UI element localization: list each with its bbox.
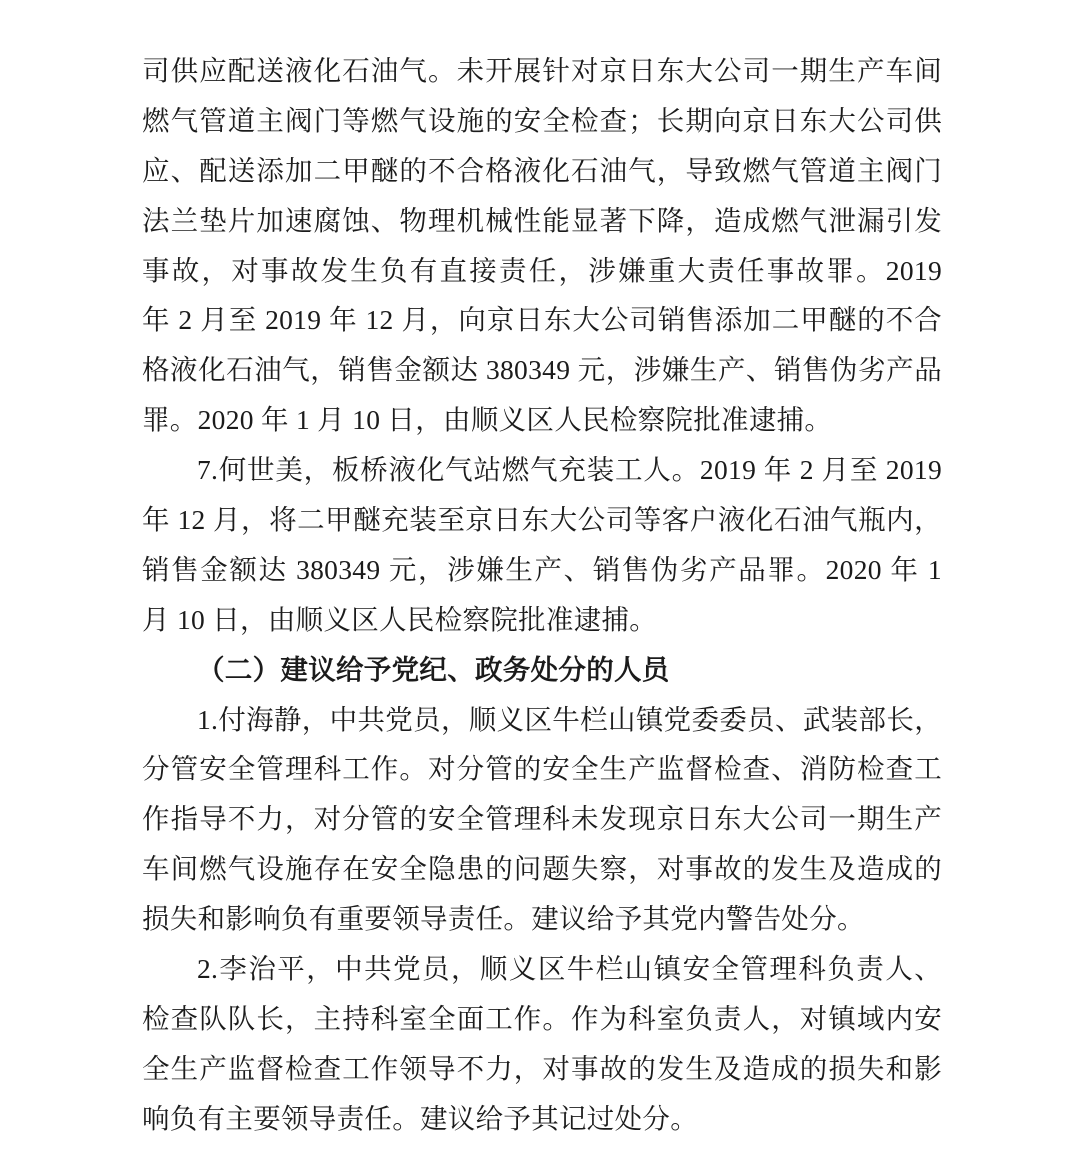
document-line: 年 2 月至 2019 年 12 月，向京日东大公司销售添加二甲醚的不合 — [142, 304, 942, 336]
document-line: 响负有主要领导责任。建议给予其记过处分。 — [142, 1102, 698, 1134]
document-line: 全生产监督检查工作领导不力，对事故的发生及造成的损失和影 — [142, 1052, 942, 1084]
document-line: 销售金额达 380349 元，涉嫌生产、销售伪劣产品罪。2020 年 1 — [142, 553, 942, 585]
document-line: 司供应配送液化石油气。未开展针对京日东大公司一期生产车间 — [142, 55, 942, 86]
document-line: 法兰垫片加速腐蚀、物理机械性能显著下降，造成燃气泄漏引发 — [142, 204, 942, 236]
document-line: 月 10 日，由顺义区人民检察院批准逮捕。 — [142, 603, 658, 635]
document-line: 车间燃气设施存在安全隐患的问题失察，对事故的发生及造成的 — [142, 853, 942, 885]
section-heading: （二）建议给予党纪、政务处分的人员 — [197, 653, 670, 685]
document-line: 年 12 月，将二甲醚充装至京日东大公司等客户液化石油气瓶内， — [142, 504, 942, 536]
document-line: 分管安全管理科工作。对分管的安全生产监督检查、消防检查工 — [142, 753, 942, 785]
document-line: 检查队队长，主持科室全面工作。作为科室负责人，对镇域内安 — [142, 1002, 942, 1034]
document-body — [142, 46, 942, 1144]
document-line: 罪。2020 年 1 月 10 日，由顺义区人民检察院批准逮捕。 — [142, 404, 833, 436]
document-line: 格液化石油气，销售金额达 380349 元，涉嫌生产、销售伪劣产品 — [142, 354, 942, 386]
document-line: 1.付海静，中共党员，顺义区牛栏山镇党委委员、武装部长， — [197, 703, 942, 735]
document-line: 7.何世美，板桥液化气站燃气充装工人。2019 年 2 月至 2019 — [197, 454, 942, 486]
document-line: 应、配送添加二甲醚的不合格液化石油气，导致燃气管道主阀门 — [142, 154, 942, 186]
document-line: 2.李治平，中共党员，顺义区牛栏山镇安全管理科负责人、 — [197, 953, 942, 985]
document-line: 事故，对事故发生负有直接责任，涉嫌重大责任事故罪。2019 — [142, 254, 942, 286]
document-line: 作指导不力，对分管的安全管理科未发现京日东大公司一期生产 — [142, 803, 942, 835]
document-line: 损失和影响负有重要领导责任。建议给予其党内警告处分。 — [142, 903, 865, 935]
document-line: 燃气管道主阀门等燃气设施的安全检查；长期向京日东大公司供 — [142, 104, 942, 136]
